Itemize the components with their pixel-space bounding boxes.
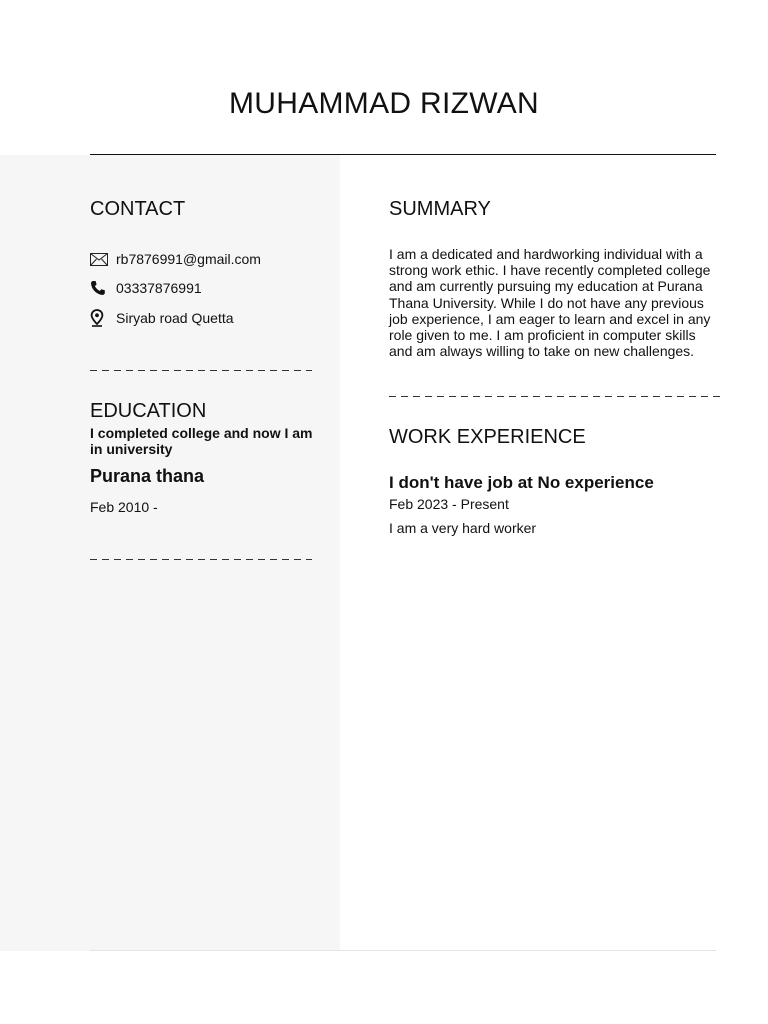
phone-icon bbox=[90, 279, 110, 297]
education-description: I completed college and now I am in university bbox=[90, 425, 313, 457]
job-description: I am a very hard worker bbox=[389, 520, 537, 536]
contact-email-row[interactable] bbox=[90, 249, 261, 269]
summary-heading: SUMMARY bbox=[389, 198, 491, 220]
contact-phone-row[interactable] bbox=[90, 278, 202, 298]
summary-divider bbox=[389, 396, 723, 397]
education-school: Purana thana bbox=[90, 466, 205, 486]
left-sidebar-panel bbox=[0, 155, 340, 951]
contact-heading: CONTACT bbox=[90, 198, 186, 220]
resume-name: MUHAMMAD RIZWAN bbox=[228, 87, 540, 120]
education-date: Feb 2010 - bbox=[90, 499, 158, 515]
contact-address-row bbox=[90, 308, 234, 328]
contact-phone[interactable]: 03337876991 bbox=[116, 280, 202, 296]
contact-address: Siryab road Quetta bbox=[116, 310, 234, 326]
education-divider bbox=[90, 559, 312, 560]
footer-divider bbox=[90, 950, 716, 951]
location-pin-icon bbox=[90, 309, 110, 327]
work-experience-heading: WORK EXPERIENCE bbox=[389, 426, 586, 448]
envelope-icon bbox=[90, 250, 110, 268]
education-heading: EDUCATION bbox=[90, 400, 207, 422]
contact-email[interactable]: rb7876991@gmail.com bbox=[116, 251, 261, 267]
job-date: Feb 2023 - Present bbox=[389, 496, 509, 512]
contact-divider bbox=[90, 370, 312, 371]
summary-text: I am a dedicated and hardworking individual with a strong work ethic. I have recently completed college and am currently pursuing my education at Purana Thana University. While I do not have any previous job experience, I am eager to learn and excel in any role given to me. I am proficient in computer skills and am always willing to take on new challenges. bbox=[389, 246, 711, 360]
job-title: I don't have job at No experience bbox=[389, 473, 654, 492]
